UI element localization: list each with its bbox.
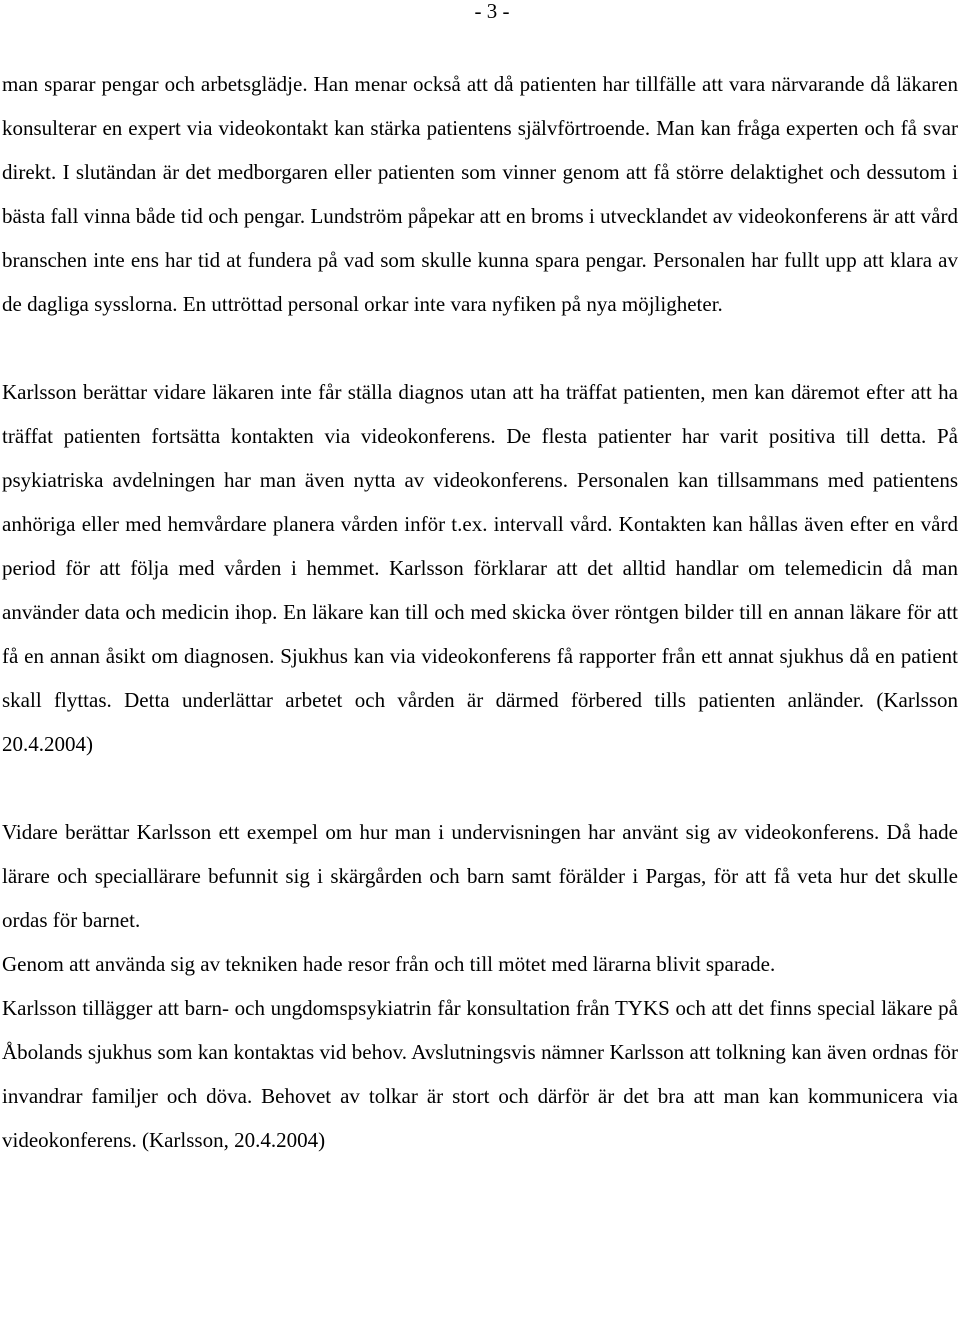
paragraph-spacer [2,326,958,370]
paragraph-5: Karlsson tillägger att barn- och ungdomspsykiatrin får konsultation från TYKS och att det finns special läkare på Åbolands sjukhus som kan kontaktas vid behov. Avslutningsvis nämner Karlsson att tolkning kan även ordnas för invandrar familjer och döva. Behovet av tolkar är stort och därför är det bra att man kan kommunicera via videokonferens. (Karlsson, 20.4.2004) [2,996,958,1152]
paragraph-2: Karlsson berättar vidare läkaren inte får ställa diagnos utan att ha träffat patienten, men kan däremot efter att ha träffat patienten fortsätta kontakten via videokonferens. De flesta patienter har varit positiva till detta. På psykiatriska avdelningen har man även nytta av videokonferens. Personalen kan tillsammans med patientens anhöriga eller med hemvårdare planera vården inför t.ex. intervall vård. Kontakten kan hållas även efter en vård period för att följa med vården i hemmet. Karlsson förklarar att det alltid handlar om telemedicin då man använder data och medicin ihop. En läkare kan till och med skicka över röntgen bilder till en annan läkare för att få en annan åsikt om diagnosen. Sjukhus kan via videokonferens få rapporter från ett annat sjukhus då en patient skall flyttas. Detta underlättar arbetet och vården är därmed förbered tills patienten anländer. (Karlsson 20.4.2004) [2,380,958,756]
paragraph-3: Vidare berättar Karlsson ett exempel om hur man i undervisningen har använt sig av videokonferens. Då hade lärare och speciallärare befunnit sig i skärgården och barn samt förälder i Pargas, för att få veta hur det skulle ordas för barnet. [2,820,958,932]
document-body [2,62,958,1162]
paragraph-spacer [2,766,958,810]
paragraph-4: Genom att använda sig av tekniken hade resor från och till mötet med lärarna blivit sparade. [2,952,776,976]
paragraph-1: man sparar pengar och arbetsglädje. Han menar också att då patienten har tillfälle att vara närvarande då läkaren konsulterar en expert via videokontakt kan stärka patientens självförtroende. Man kan fråga experten och få svar direkt. I slutändan är det medborgaren eller patienten som vinner genom att få större delaktighet och dessutom i bästa fall vinna både tid och pengar. Lundström påpekar att en broms i utvecklandet av videokonferens är att vård branschen inte ens har tid at fundera på vad som skulle kunna spara pengar. Personalen har fullt upp att klara av de dagliga sysslorna. En uttröttad personal orkar inte vara nyfiken på nya möjligheter. [2,72,958,316]
page-number: - 3 - [474,0,510,23]
